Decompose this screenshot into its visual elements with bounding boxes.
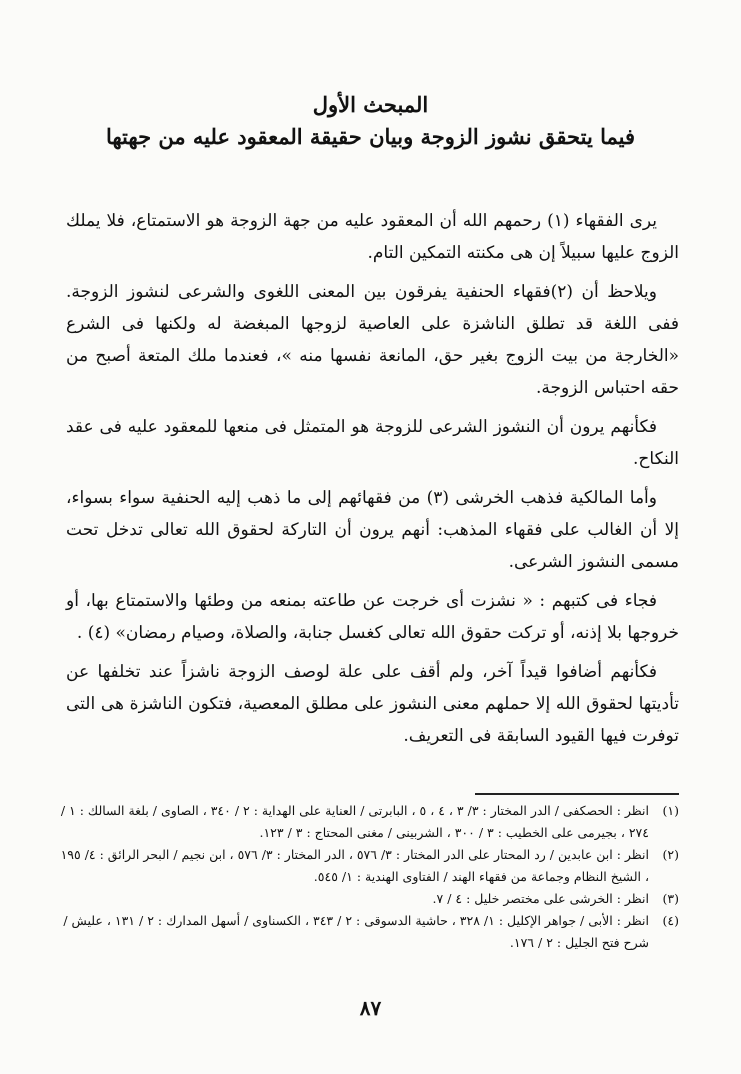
footnote-3 (58, 888, 679, 910)
paragraph-6: فكأنهم أضافوا قيداً آخر، ولم أقف على علة لوصف الزوجة ناشزاً عند تخلفها عن تأديتها لحقوق الله إلا حملهم معنى النشوز على مطلق المعصية، فتكون الناشزة هى التى توفرت فيها القيود السابقة فى التعريف. (66, 662, 679, 746)
footnote-2 (58, 844, 679, 888)
chapter-subtitle: فيما يتحقق نشوز الزوجة وبيان حقيقة المعقود عليه من جهتها (105, 124, 636, 149)
footnote-divider (475, 793, 679, 795)
paragraph-2: ويلاحظ أن (٢)فقهاء الحنفية يفرقون بين المعنى اللغوى والشرعى لنشوز الزوجة. ففى اللغة قد تطلق الناشزة على العاصية لزوجها المبغضة له ولكنها فى الشرع «الخارجة من بيت الزوج بغير حق، المانعة نفسها منه »، فعندما ملك المتعة أصبح من حقه احتباس الزوجة. (66, 282, 679, 398)
chapter-title: المبحث الأول (312, 92, 429, 117)
body-text (66, 205, 679, 759)
paragraph-3: فكأنهم يرون أن النشوز الشرعى للزوجة هو المتمثل فى منعها للمعقود عليه فى عقد النكاح. (66, 417, 679, 469)
footnote-number: (١) (662, 803, 679, 818)
footnote-text: انظر : الأبى / جواهر الإكليل : ١/ ٣٢٨ ، حاشية الدسوقى : ٢ / ٣٤٣ ، الكسناوى / أسهل المدارك : ٢ / ١٣١ ، عليش / شرح فتح الجليل : ٢ / ١٧٦. (63, 913, 649, 950)
footnote-text: انظر : الخرشى على مختصر خليل : ٤ / ٧. (432, 891, 649, 906)
footnotes (58, 800, 679, 954)
footnote-number: (٢) (662, 847, 679, 862)
footnote-1 (58, 800, 679, 844)
paragraph-4: وأما المالكية فذهب الخرشى (٣) من فقهائهم إلى ما ذهب إليه الحنفية سواء بسواء، إلا أن الغالب على فقهاء المذهب: أنهم يرون أن التاركة لحقوق الله تعالى تدخل تحت مسمى النشوز الشرعى. (66, 488, 679, 572)
paragraph-1: يرى الفقهاء (١) رحمهم الله أن المعقود عليه من جهة الزوجة هو الاستمتاع، فلا يملك الزوج عليها سبيلاً إن هى مكنته التمكين التام. (66, 211, 679, 263)
footnote-number: (٤) (662, 913, 679, 928)
footnote-text: انظر : الحصكفى / الدر المختار : ٣/ ٣ ، ٤ ، ٥ ، البابرتى / العناية على الهداية : ٢ / ٣٤٠ ، الصاوى / بلغة السالك : ١ / ٢٧٤ ، بجيرمى على الخطيب : ٣ / ٣٠٠ ، الشربينى / مغنى المحتاج : ٣ / ١٢٣. (60, 803, 649, 840)
paragraph-5: فجاء فى كتبهم : « نشزت أى خرجت عن طاعته بمنعه من وطئها والاستمتاع بها، أو خروجها بلا إذنه، أو تركت حقوق الله تعالى كغسل جنابة، والصلاة، وصيام رمضان» (٤) . (66, 591, 679, 643)
footnote-number: (٣) (662, 891, 679, 906)
page-number: ٨٧ (359, 996, 382, 1020)
footnote-4 (58, 910, 679, 954)
footnote-text: انظر : ابن عابدين / رد المحتار على الدر المختار : ٣/ ٥٧٦ ، الدر المختار : ٣/ ٥٧٦ ، ابن نجيم / البحر الرائق : ٤/ ١٩٥ ، الشيخ النظام وجماعة من فقهاء الهند / الفتاوى الهندية : ١/ ٥٤٥. (60, 847, 649, 884)
